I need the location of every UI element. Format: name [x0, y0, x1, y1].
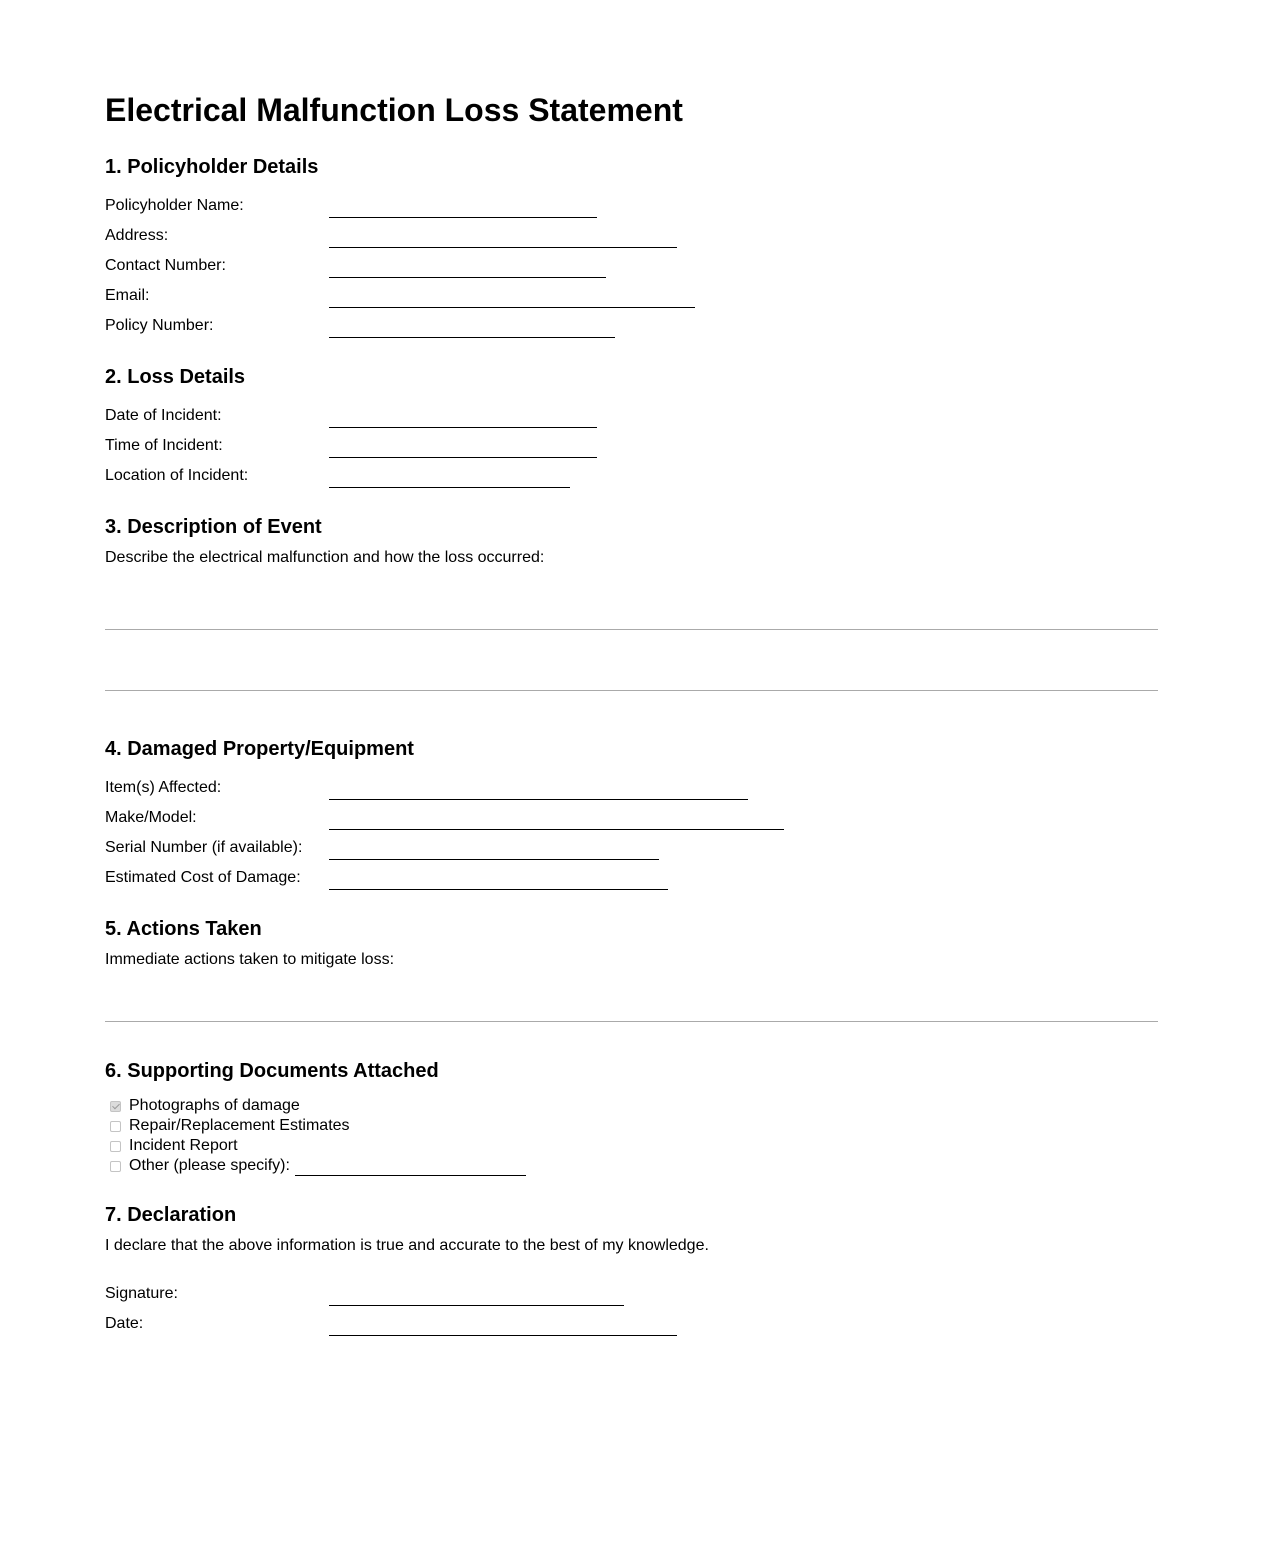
incident-report-label: Incident Report	[129, 1137, 238, 1154]
estimates-checkbox[interactable]	[110, 1121, 121, 1132]
address-row	[105, 218, 1158, 248]
estimated-cost-row	[105, 860, 1158, 890]
make-model-label: Make/Model:	[105, 809, 197, 826]
actions-textarea[interactable]	[105, 970, 1158, 1032]
doc-incident-report-row	[105, 1136, 1158, 1156]
photographs-label: Photographs of damage	[129, 1097, 300, 1114]
doc-photographs-row	[105, 1096, 1158, 1116]
address-field[interactable]	[329, 227, 677, 248]
doc-other-row	[105, 1156, 1158, 1176]
items-affected-field[interactable]	[329, 779, 748, 800]
items-affected-label: Item(s) Affected:	[105, 779, 222, 796]
declaration-date-row	[105, 1306, 1158, 1336]
damaged-heading: 4. Damaged Property/Equipment	[105, 738, 414, 760]
policyholder-name-field[interactable]	[329, 197, 597, 218]
incident-report-checkbox[interactable]	[110, 1141, 121, 1152]
policyholder-name-row	[105, 188, 1158, 218]
actions-line-1	[105, 1021, 1158, 1022]
loss-section	[105, 364, 1158, 488]
serial-number-row	[105, 830, 1158, 860]
documents-checklist	[105, 1096, 1158, 1176]
contact-number-label: Contact Number:	[105, 257, 226, 274]
contact-number-row	[105, 248, 1158, 278]
description-line-2	[105, 690, 1158, 691]
actions-heading: 5. Actions Taken	[105, 918, 262, 940]
documents-section	[105, 1058, 1158, 1176]
incident-location-label: Location of Incident:	[105, 467, 249, 484]
serial-number-field[interactable]	[329, 839, 659, 860]
page-title: Electrical Malfunction Loss Statement	[105, 92, 683, 128]
incident-time-row	[105, 428, 1158, 458]
declaration-date-label: Date:	[105, 1315, 144, 1332]
incident-time-label: Time of Incident:	[105, 437, 223, 454]
actions-prompt: Immediate actions taken to mitigate loss:	[105, 951, 395, 968]
address-label: Address:	[105, 227, 169, 244]
email-field[interactable]	[329, 287, 695, 308]
make-model-field[interactable]	[329, 809, 784, 830]
policy-number-label: Policy Number:	[105, 317, 214, 334]
photographs-checkbox[interactable]	[110, 1101, 121, 1112]
policy-number-field[interactable]	[329, 317, 615, 338]
estimated-cost-field[interactable]	[329, 869, 668, 890]
policy-number-row	[105, 308, 1158, 338]
incident-date-row	[105, 398, 1158, 428]
policyholder-name-label: Policyholder Name:	[105, 197, 244, 214]
estimated-cost-label: Estimated Cost of Damage:	[105, 869, 301, 886]
description-prompt: Describe the electrical malfunction and how the loss occurred:	[105, 549, 545, 566]
damaged-section	[105, 736, 1158, 890]
serial-number-label: Serial Number (if available):	[105, 839, 303, 856]
declaration-statement: I declare that the above information is true and accurate to the best of my knowledge.	[105, 1237, 709, 1254]
policyholder-heading: 1. Policyholder Details	[105, 156, 319, 178]
incident-time-field[interactable]	[329, 437, 597, 458]
other-specify-field[interactable]	[295, 1157, 526, 1176]
declaration-date-field[interactable]	[329, 1315, 677, 1336]
description-section	[105, 514, 1158, 710]
declaration-section	[105, 1202, 1158, 1336]
policyholder-section	[105, 154, 1158, 338]
estimates-label: Repair/Replacement Estimates	[129, 1117, 350, 1134]
actions-section	[105, 916, 1158, 1032]
other-label: Other (please specify):	[129, 1157, 290, 1174]
description-heading: 3. Description of Event	[105, 516, 322, 538]
incident-date-label: Date of Incident:	[105, 407, 222, 424]
make-model-row	[105, 800, 1158, 830]
signature-field[interactable]	[329, 1285, 624, 1306]
incident-date-field[interactable]	[329, 407, 597, 428]
declaration-heading: 7. Declaration	[105, 1204, 237, 1226]
signature-row	[105, 1276, 1158, 1306]
items-affected-row	[105, 770, 1158, 800]
description-line-1	[105, 629, 1158, 630]
incident-location-field[interactable]	[329, 467, 570, 488]
email-label: Email:	[105, 287, 150, 304]
signature-label: Signature:	[105, 1285, 178, 1302]
doc-estimates-row	[105, 1116, 1158, 1136]
other-checkbox[interactable]	[110, 1161, 121, 1172]
contact-number-field[interactable]	[329, 257, 606, 278]
incident-location-row	[105, 458, 1158, 488]
description-textarea[interactable]	[105, 568, 1158, 710]
documents-heading: 6. Supporting Documents Attached	[105, 1060, 439, 1082]
email-row	[105, 278, 1158, 308]
loss-heading: 2. Loss Details	[105, 366, 246, 388]
